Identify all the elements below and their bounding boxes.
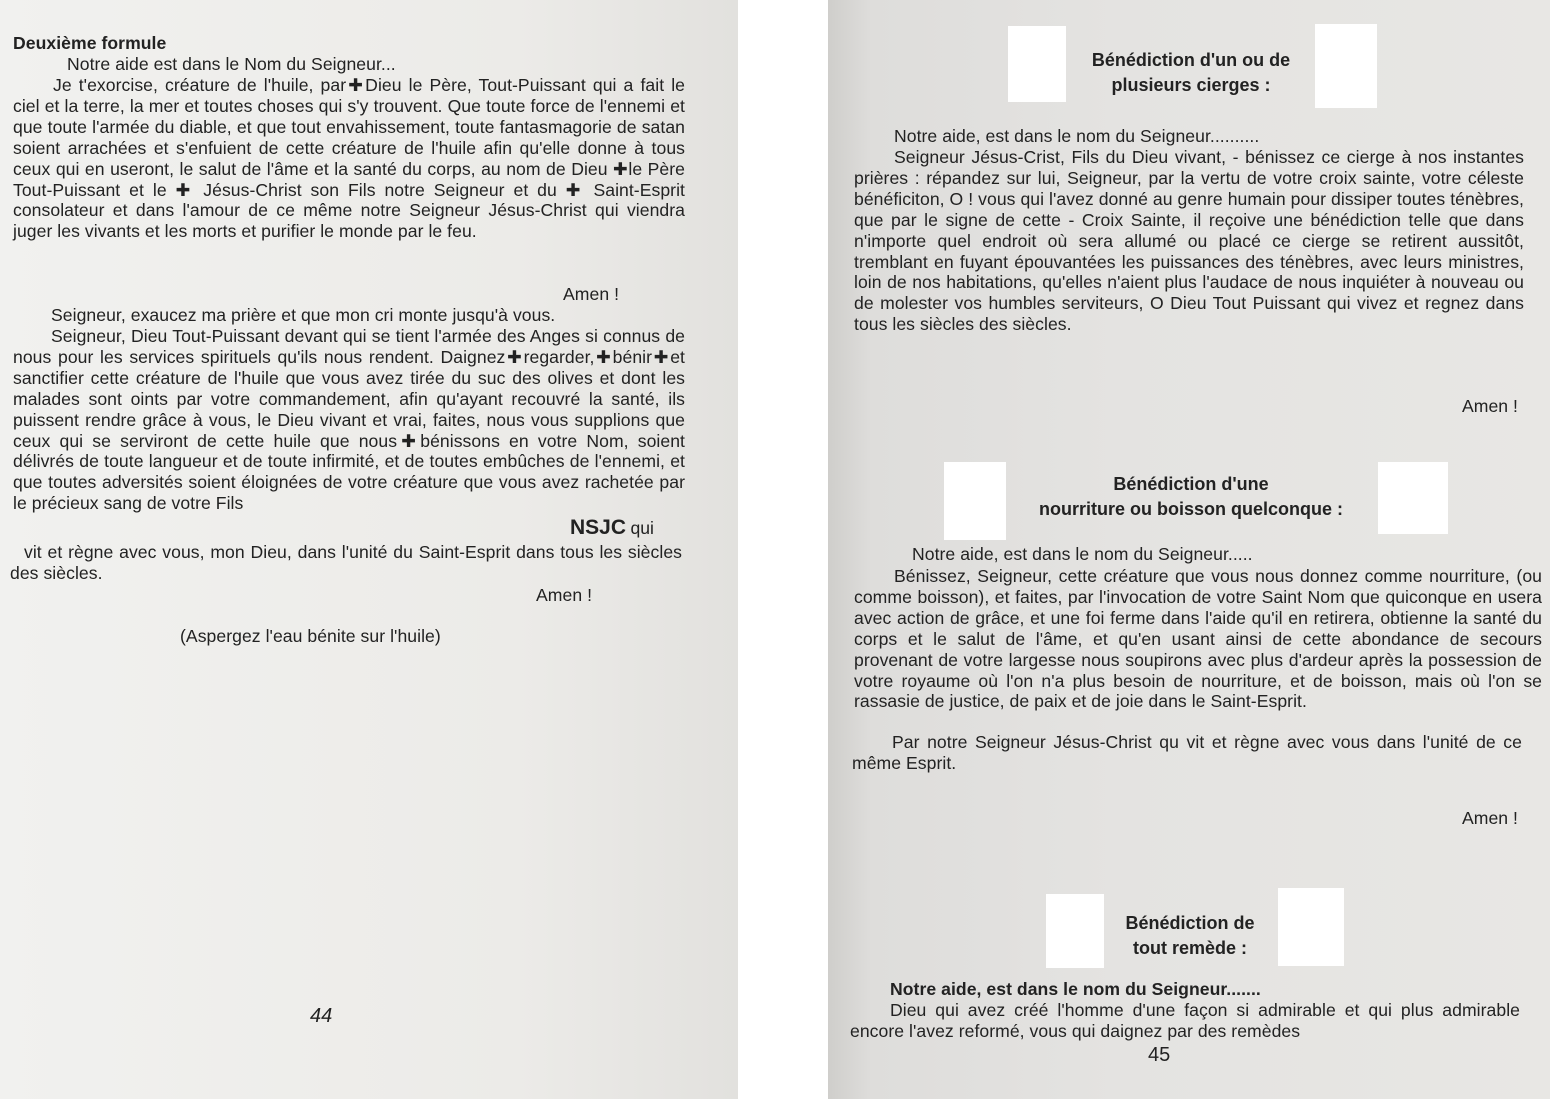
heading-line: nourriture ou boisson quelconque : bbox=[1039, 499, 1343, 519]
left-page bbox=[0, 0, 738, 1099]
right-page bbox=[828, 0, 1550, 1099]
nsjc-abbreviation: NSJC bbox=[570, 516, 627, 539]
remedy-paragraph-1: Notre aide, est dans le nom du Seigneur....... bbox=[890, 979, 1261, 999]
redaction-box bbox=[1008, 26, 1066, 102]
left-paragraph-5: vit et règne avec vous, mon Dieu, dans l'unité du Saint-Esprit dans tous les siècles des siècles. bbox=[10, 542, 682, 583]
left-amen-1: Amen ! bbox=[563, 284, 620, 304]
left-paragraph-2: Je t'exorcise, créature de l'huile, par✚Dieu le Père, Tout-Puissant qui a fait le ciel et la terre, la mer et toutes choses qui s'y trouvent. Que toute force de l'ennemi et que toute l'armée du diable, et que tout envahissement, toute fantasmagorie de satan soient arrachées et s'enfuient de cette créature de l'huile afin qu'elle donne à tous ceux qui en useront, le salut de l'âme et la santé du corps, au nom de Dieu ✚le Père Tout-Puissant et le ✚ Jésus-Christ son Fils notre Seigneur et du ✚ Saint-Esprit consolateur et dans l'amour de ce même notre Seigneur Jésus-Christ qui viendra juger les vivants et les morts et purifier le monde par le feu. bbox=[13, 75, 685, 242]
left-rubric: (Aspergez l'eau bénite sur l'huile) bbox=[180, 626, 441, 646]
left-paragraph-1: Notre aide est dans le Nom du Seigneur... bbox=[67, 54, 396, 74]
redaction-box bbox=[1046, 894, 1104, 968]
candles-paragraph-2: Seigneur Jésus-Crist, Fils du Dieu vivant, - bénissez ce cierge à nos instantes prières : répandez sur lui, Seigneur, par la vertu de votre croix sainte, votre céleste bénéficiton, O ! vous qui l'avez donné au genre humain pour dissiper toutes ténèbres, que par le signe de cette - Croix Sainte, il reçoive une bénédiction telle que dans n'importe quel endroit où sera allumé ou placé ce cierge se retirent aussitôt, tremblant en fuyant épouvantées les puissances des ténèbres, avec leurs ministres, loin de nos habitations, qu'elles n'aient plus l'audace de nous inquiéter à nouveau ou de molester vos humbles serviteurs, O Dieu Tout Puissant qui vivez et regnez dans tous les siècles des siècles. bbox=[854, 147, 1524, 335]
heading-line: plusieurs cierges : bbox=[1111, 75, 1271, 95]
page-gutter bbox=[738, 0, 828, 1099]
redaction-box bbox=[944, 462, 1006, 540]
redaction-box bbox=[1378, 462, 1448, 534]
food-paragraph-2: Bénissez, Seigneur, cette créature que vous nous donnez comme nourriture, (ou comme boisson), et faites, par l'invocation de votre Saint Nom que quiconque en usera avec action de grâce, et une foi ferme dans l'aide qu'il en retirera, obtienne la santé du corps et le salut de l'âme, et qu'en usant ainsi de cette abondance de secours provenant de votre largesse nous soupirons avec plus d'ardeur après la possession de votre royaume où l'on n'a plus besoin de nourriture, et de boisson, mais où l'on se rassasie de justice, de paix et de joie dans le Saint-Esprit. bbox=[854, 566, 1542, 712]
left-nsjc-line bbox=[570, 516, 654, 540]
food-amen: Amen ! bbox=[1461, 808, 1518, 828]
left-page-number: 44 bbox=[310, 1005, 333, 1027]
left-amen-2: Amen ! bbox=[536, 585, 593, 605]
left-paragraph-3: Seigneur, exaucez ma prière et que mon cri monte jusqu'à vous. bbox=[51, 305, 556, 325]
redaction-box bbox=[1315, 24, 1377, 108]
heading-line: Bénédiction d'un ou de bbox=[1091, 50, 1291, 70]
left-qui: qui bbox=[630, 518, 654, 538]
heading-line: Bénédiction d'une bbox=[1113, 474, 1269, 494]
remedy-paragraph-2: Dieu qui avez créé l'homme d'une façon si admirable et qui plus admirable encore l'avez reformé, vous qui daignez par des remèdes bbox=[850, 1000, 1520, 1041]
heading-line: tout remède : bbox=[1132, 938, 1247, 958]
heading-remedy bbox=[1104, 911, 1276, 961]
heading-candles bbox=[1066, 48, 1316, 98]
candles-amen: Amen ! bbox=[1461, 396, 1518, 416]
food-paragraph-3: Par notre Seigneur Jésus-Christ qu vit et règne avec vous dans l'unité de ce même Esprit. bbox=[852, 732, 1522, 773]
heading-food bbox=[1006, 472, 1376, 522]
left-paragraph-4: Seigneur, Dieu Tout-Puissant devant qui se tient l'armée des Anges si connus de nous pour les services spirituels qu'ils nous rendent. Daignez✚regarder,✚bénir✚et sanctifier cette créature de l'huile que vous avez tirée du suc des olives et dont les malades sont oints par votre commandement, afin qu'ayant recouvré la santé, ils puissent rendre grâce à vous, le Dieu vivant et vrai, faites, nous vous supplions que ceux qui se serviront de cette huile que nous✚bénissons en votre Nom, soient délivrés de toute langueur et de toute infirmité, et de toutes embûches de l'ennemi, et que toutes adversités soient éloignées de votre créature que vous avez rachetée par le précieux sang de votre Fils bbox=[13, 326, 685, 514]
redaction-box bbox=[1278, 888, 1344, 966]
right-page-number: 45 bbox=[1148, 1044, 1171, 1066]
candles-paragraph-1: Notre aide, est dans le nom du Seigneur.......... bbox=[894, 126, 1260, 146]
food-paragraph-1: Notre aide, est dans le nom du Seigneur..... bbox=[912, 544, 1253, 564]
left-heading: Deuxième formule bbox=[13, 33, 167, 53]
heading-line: Bénédiction de bbox=[1125, 913, 1255, 933]
